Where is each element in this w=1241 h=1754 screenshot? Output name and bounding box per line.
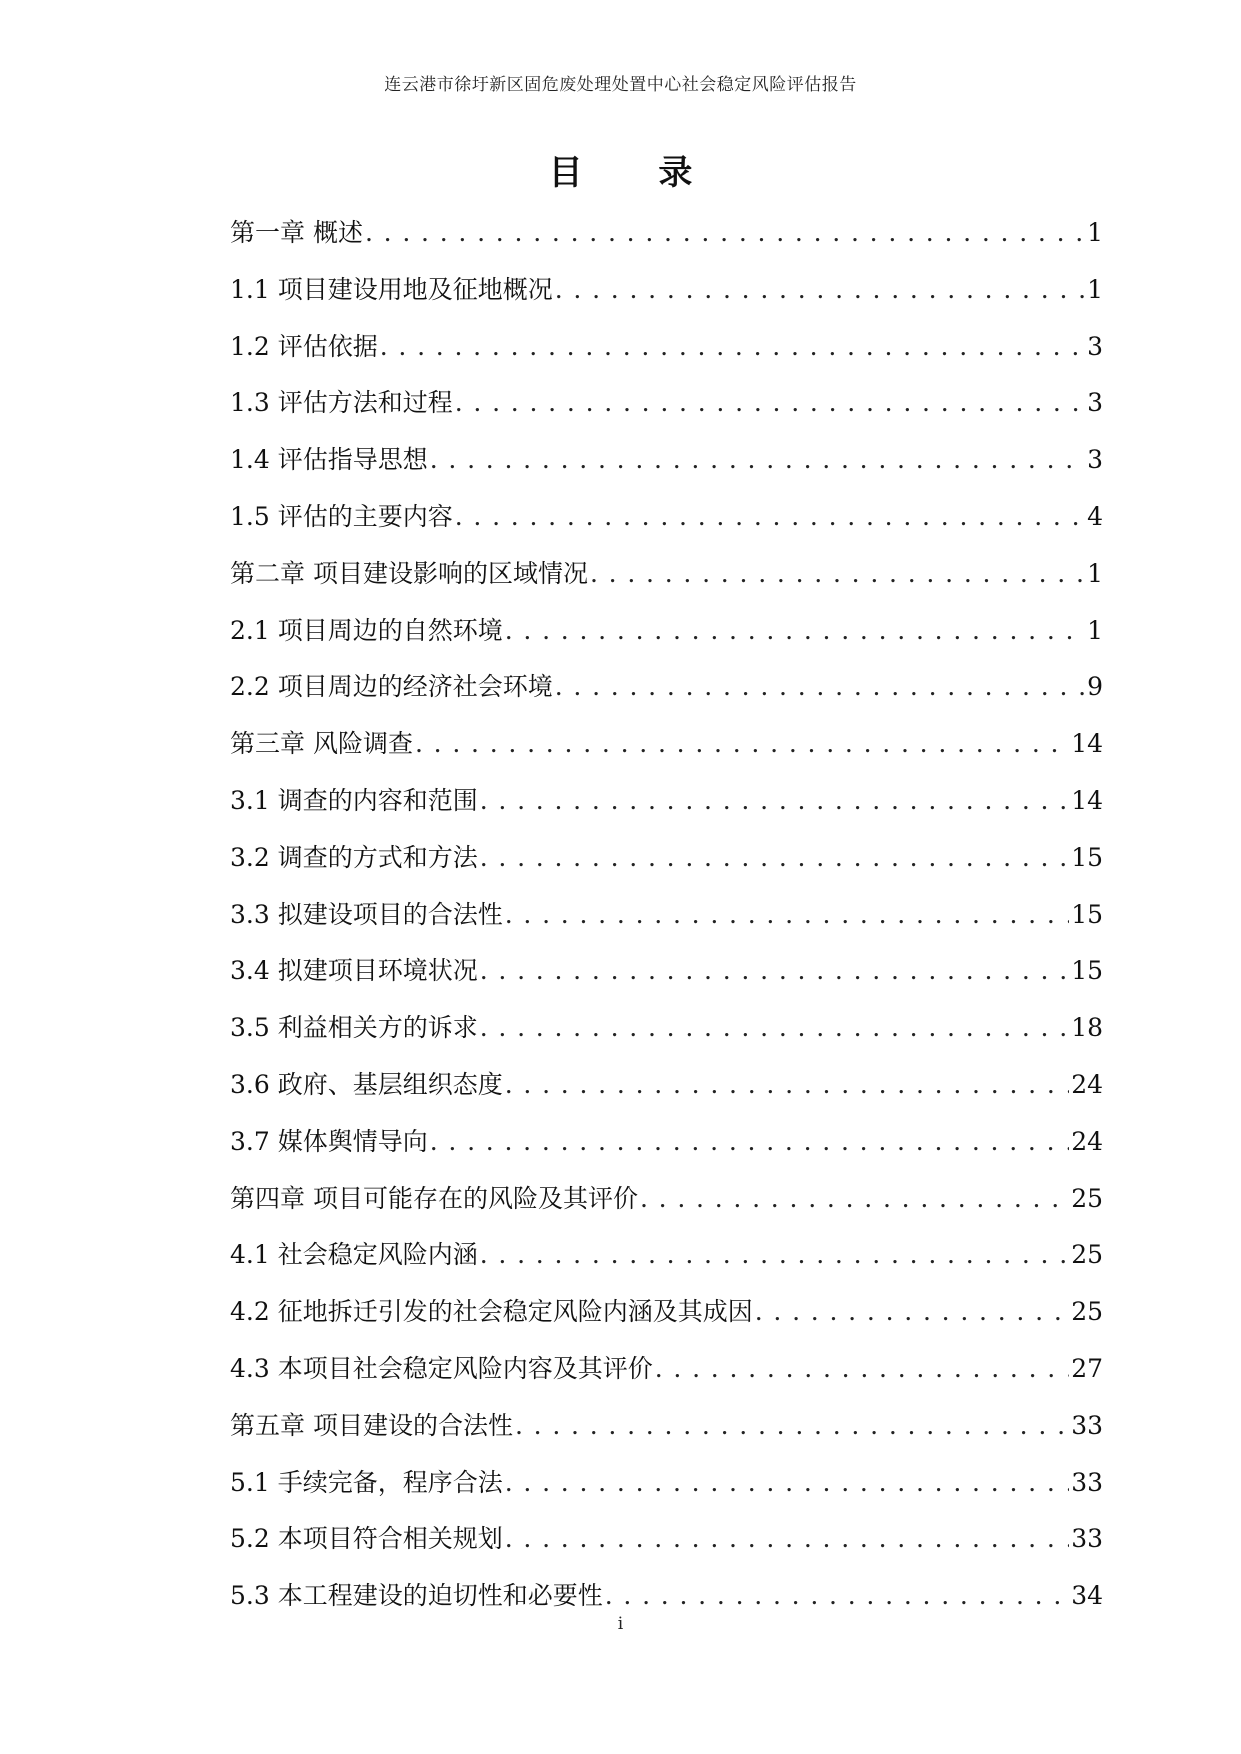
toc-entry-label: 第三章 风险调查 <box>230 729 413 759</box>
toc-entry[interactable] <box>230 205 1103 262</box>
toc-entry[interactable] <box>230 489 1103 546</box>
toc-entry-label: 1.5 评估的主要内容 <box>230 501 453 531</box>
toc-entry-page: 1 <box>1087 558 1103 588</box>
dot-leader <box>480 1227 1069 1284</box>
toc-entry[interactable] <box>230 659 1103 716</box>
toc-entry-page: 3 <box>1087 388 1103 418</box>
dot-leader <box>505 1511 1069 1568</box>
toc-entry-page: 25 <box>1071 1183 1103 1213</box>
dot-leader <box>755 1284 1069 1341</box>
toc-entry-label: 3.4 拟建项目环境状况 <box>230 956 478 986</box>
dot-leader <box>590 546 1085 603</box>
toc-entry-page: 1 <box>1087 274 1103 304</box>
toc-entry[interactable] <box>230 773 1103 830</box>
running-header: 连云港市徐圩新区固危废处理处置中心社会稳定风险评估报告 <box>384 75 857 95</box>
toc-entry-page: 27 <box>1071 1353 1103 1383</box>
toc-entry-label: 2.1 项目周边的自然环境 <box>230 615 503 645</box>
toc-entry-label: 1.2 评估依据 <box>230 331 378 361</box>
dot-leader <box>430 1114 1069 1171</box>
toc-entry[interactable] <box>230 1227 1103 1284</box>
toc-entry-page: 15 <box>1071 899 1103 929</box>
dot-leader <box>480 773 1069 830</box>
toc-entry[interactable] <box>230 943 1103 1000</box>
toc-entry-label: 1.1 项目建设用地及征地概况 <box>230 274 553 304</box>
dot-leader <box>515 1398 1069 1455</box>
toc-entry-label: 第四章 项目可能存在的风险及其评价 <box>230 1183 638 1213</box>
toc-entry[interactable] <box>230 1114 1103 1171</box>
toc-title: 目 录 <box>548 153 725 193</box>
dot-leader <box>455 489 1085 546</box>
toc-entry-page: 18 <box>1071 1013 1103 1043</box>
toc-entry[interactable] <box>230 716 1103 773</box>
table-of-contents <box>230 205 1103 1625</box>
dot-leader <box>430 432 1085 489</box>
toc-entry-page: 25 <box>1071 1297 1103 1327</box>
toc-entry-label: 3.5 利益相关方的诉求 <box>230 1013 478 1043</box>
dot-leader <box>555 659 1085 716</box>
toc-entry-page: 15 <box>1071 956 1103 986</box>
toc-entry[interactable] <box>230 1171 1103 1228</box>
page-number: i <box>617 1614 624 1634</box>
toc-entry-page: 34 <box>1071 1581 1103 1611</box>
toc-entry-label: 4.2 征地拆迁引发的社会稳定风险内涵及其成因 <box>230 1297 753 1327</box>
toc-entry[interactable] <box>230 432 1103 489</box>
toc-entry-label: 3.3 拟建设项目的合法性 <box>230 899 503 929</box>
toc-entry-page: 9 <box>1087 672 1103 702</box>
toc-entry-page: 33 <box>1071 1467 1103 1497</box>
toc-entry-label: 4.3 本项目社会稳定风险内容及其评价 <box>230 1353 653 1383</box>
toc-entry-page: 24 <box>1071 1126 1103 1156</box>
dot-leader <box>415 716 1069 773</box>
toc-entry-label: 1.4 评估指导思想 <box>230 445 428 475</box>
toc-entry[interactable] <box>230 546 1103 603</box>
toc-entry[interactable] <box>230 830 1103 887</box>
dot-leader <box>480 1000 1069 1057</box>
dot-leader <box>505 1455 1069 1512</box>
toc-entry-label: 5.2 本项目符合相关规划 <box>230 1524 503 1554</box>
toc-entry-label: 第一章 概述 <box>230 218 363 247</box>
toc-entry[interactable] <box>230 1284 1103 1341</box>
toc-entry[interactable] <box>230 319 1103 376</box>
toc-entry-label: 5.3 本工程建设的迫切性和必要性 <box>230 1581 603 1611</box>
toc-entry[interactable] <box>230 1000 1103 1057</box>
toc-entry[interactable] <box>230 1341 1103 1398</box>
dot-leader <box>455 375 1085 432</box>
toc-entry[interactable] <box>230 1511 1103 1568</box>
toc-entry-label: 3.7 媒体舆情导向 <box>230 1126 428 1156</box>
dot-leader <box>505 1057 1069 1114</box>
toc-entry-page: 3 <box>1087 331 1103 361</box>
dot-leader <box>640 1171 1069 1228</box>
toc-entry[interactable] <box>230 1057 1103 1114</box>
dot-leader <box>380 319 1085 376</box>
toc-entry-label: 5.1 手续完备，程序合法 <box>230 1467 503 1497</box>
toc-entry-label: 3.2 调查的方式和方法 <box>230 842 478 872</box>
toc-entry-label: 第二章 项目建设影响的区域情况 <box>230 558 588 588</box>
toc-entry-label: 2.2 项目周边的经济社会环境 <box>230 672 553 702</box>
toc-entry-page: 3 <box>1087 445 1103 475</box>
toc-entry-page: 14 <box>1071 785 1103 815</box>
dot-leader <box>480 943 1069 1000</box>
toc-entry-label: 3.6 政府、基层组织态度 <box>230 1069 503 1099</box>
dot-leader <box>555 262 1085 319</box>
toc-entry-page: 15 <box>1071 842 1103 872</box>
toc-entry-label: 第五章 项目建设的合法性 <box>230 1410 513 1440</box>
dot-leader <box>505 887 1069 944</box>
toc-entry[interactable] <box>230 1455 1103 1512</box>
toc-entry-page: 33 <box>1071 1524 1103 1554</box>
toc-entry-label: 1.3 评估方法和过程 <box>230 388 453 418</box>
toc-entry-page: 14 <box>1071 729 1103 759</box>
toc-entry-page: 33 <box>1071 1410 1103 1440</box>
toc-entry[interactable] <box>230 262 1103 319</box>
toc-entry-label: 3.1 调查的内容和范围 <box>230 785 478 815</box>
toc-entry-page: 4 <box>1087 501 1103 531</box>
toc-entry-label: 4.1 社会稳定风险内涵 <box>230 1240 478 1270</box>
toc-entry-page: 1 <box>1087 218 1103 247</box>
dot-leader <box>505 603 1085 660</box>
toc-entry-page: 1 <box>1087 615 1103 645</box>
toc-entry-page: 25 <box>1071 1240 1103 1270</box>
toc-entry[interactable] <box>230 603 1103 660</box>
toc-entry[interactable] <box>230 1398 1103 1455</box>
toc-entry[interactable] <box>230 887 1103 944</box>
dot-leader <box>365 205 1085 262</box>
dot-leader <box>655 1341 1069 1398</box>
toc-entry[interactable] <box>230 375 1103 432</box>
dot-leader <box>480 830 1069 887</box>
toc-entry-page: 24 <box>1071 1069 1103 1099</box>
